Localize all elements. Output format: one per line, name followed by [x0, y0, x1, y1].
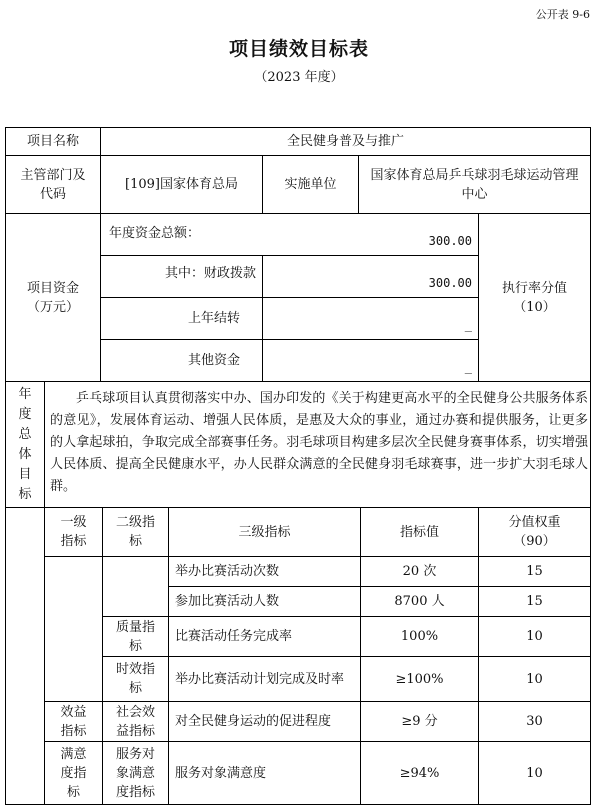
indicator-l1: 效益指标 [60, 704, 87, 739]
indicator-l1: 满意度指标 [60, 746, 87, 800]
header-level3: 三级指标 [238, 524, 291, 540]
implementing-unit-label: 实施单位 [284, 177, 337, 192]
other-funds-value: _ [464, 360, 472, 374]
indicator-value: ≥9 分 [401, 714, 438, 729]
execution-rate-label: 执行率分值（10） [501, 280, 567, 315]
department-value: [109]国家体育总局 [125, 177, 238, 192]
indicator-weight: 10 [526, 629, 543, 644]
project-name-value: 全民健身普及与推广 [286, 134, 404, 149]
other-funds-label: 其他资金 [187, 353, 240, 368]
carryover-funds-label: 上年结转 [187, 311, 240, 326]
indicator-l2: 社会效益指标 [115, 704, 155, 739]
header-level1: 一级指标 [60, 515, 87, 549]
indicator-weight: 15 [526, 564, 543, 579]
indicator-value: ≥100% [395, 671, 444, 687]
indicator-l3: 比赛活动任务完成率 [175, 629, 293, 644]
annual-goal-text: 乒乓球项目认真贯彻落实中办、国办印发的《关于构建更高水平的全民健身公共服务体系的意见》，发展体育运动、增强人民体质，是惠及大众的事业，通过办赛和提供服务，让更多的人拿起球拍，争取完成全部赛事任务。羽毛球项目构建多层次全民健身赛事体系，切实增强人民体质、提高全民健康水平，办人民群众满意的全民健身羽毛球赛事，进一步扩大羽毛球人群。 [50, 391, 588, 494]
indicator-value: ≥94% [399, 765, 440, 781]
indicator-l3: 服务对象满意度 [175, 765, 267, 781]
indicator-l2: 质量指标 [115, 619, 155, 654]
indicator-weight: 15 [526, 594, 543, 609]
project-name-label: 项目名称 [26, 134, 79, 149]
indicator-l3: 举办比赛活动次数 [175, 564, 280, 579]
total-funds-value: 300.00 [428, 234, 472, 248]
total-funds-label: 年度资金总额： [109, 226, 201, 241]
page-title: 项目绩效目标表 [228, 38, 369, 60]
header-level2: 二级指标 [115, 515, 155, 549]
indicator-weight: 10 [526, 765, 543, 781]
indicator-l3: 参加比赛活动人数 [175, 594, 280, 609]
year-subtitle: （2023 年度） [254, 70, 344, 85]
indicator-value: 8700 人 [394, 594, 445, 609]
implementing-unit-value: 国家体育总局乒乓球羽毛球运动管理中心 [370, 167, 579, 202]
document-number: 公开表 9-6 [535, 8, 590, 21]
fiscal-funds-label: 其中：财政拨款 [164, 266, 256, 281]
annual-goal-label: 年度总体目标 [18, 386, 32, 502]
header-indicator-value: 指标值 [399, 524, 439, 540]
indicator-weight: 10 [526, 671, 543, 687]
carryover-funds-value: _ [464, 318, 472, 332]
fiscal-funds-value: 300.00 [428, 276, 472, 290]
indicator-l3: 举办比赛活动计划完成及时率 [175, 671, 345, 687]
project-funds-label: 项目资金（万元） [26, 280, 79, 315]
indicator-l2: 服务对象满意度指标 [115, 746, 155, 800]
department-label: 主管部门及代码 [20, 167, 86, 202]
indicator-l2: 时效指标 [115, 662, 155, 696]
indicator-value: 20 次 [402, 564, 437, 579]
indicator-l3: 对全民健身运动的促进程度 [175, 714, 332, 729]
indicator-weight: 30 [526, 714, 543, 729]
header-weight: 分值权重（90） [508, 515, 561, 549]
indicator-value: 100% [400, 629, 439, 644]
